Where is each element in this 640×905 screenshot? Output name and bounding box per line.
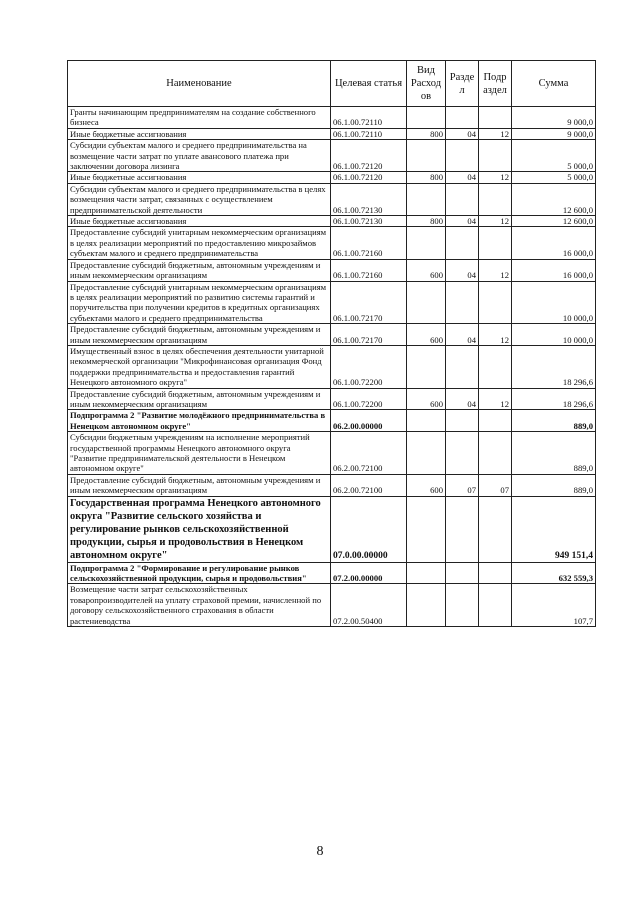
table-row xyxy=(68,172,596,183)
row-section xyxy=(446,410,479,432)
row-section xyxy=(446,345,479,388)
row-target-article: 06.1.00.72120 xyxy=(331,172,407,183)
row-section xyxy=(446,281,479,324)
row-sum: 889,0 xyxy=(512,410,596,432)
table-row xyxy=(68,584,596,627)
row-target-article: 07.2.00.50400 xyxy=(331,584,407,627)
row-name: Иные бюджетные ассигнования xyxy=(68,128,331,139)
row-expense-type xyxy=(407,107,446,129)
row-subsection: 07 xyxy=(479,474,512,496)
table-header-row xyxy=(68,61,596,107)
row-expense-type xyxy=(407,227,446,259)
row-target-article: 06.2.00.72100 xyxy=(331,474,407,496)
row-sum: 18 296,6 xyxy=(512,388,596,410)
row-sum: 10 000,0 xyxy=(512,324,596,346)
row-target-article: 06.1.00.72160 xyxy=(331,227,407,259)
table-row xyxy=(68,107,596,129)
row-section xyxy=(446,140,479,172)
row-sum: 16 000,0 xyxy=(512,259,596,281)
row-target-article: 06.1.00.72200 xyxy=(331,388,407,410)
row-subsection: 12 xyxy=(479,259,512,281)
row-subsection: 12 xyxy=(479,172,512,183)
row-expense-type xyxy=(407,345,446,388)
row-sum: 9 000,0 xyxy=(512,128,596,139)
row-name: Подпрограмма 2 "Формирование и регулирование рынков сельскохозяйственной продукции, сырья и продовольствия" xyxy=(68,562,331,584)
row-sum: 889,0 xyxy=(512,474,596,496)
row-expense-type: 800 xyxy=(407,172,446,183)
header-expense-type: Вид Расход ов xyxy=(407,61,446,107)
header-sum: Сумма xyxy=(512,61,596,107)
table-row xyxy=(68,345,596,388)
row-target-article: 06.2.00.72100 xyxy=(331,432,407,475)
row-subsection xyxy=(479,345,512,388)
row-sum: 18 296,6 xyxy=(512,345,596,388)
row-name: Возмещение части затрат сельскохозяйственных товаропроизводителей на уплату страховой премии, начисленной по договору сельскохозяйственного страхования в области растениеводства xyxy=(68,584,331,627)
row-section xyxy=(446,496,479,562)
row-target-article: 06.1.00.72160 xyxy=(331,259,407,281)
row-expense-type: 600 xyxy=(407,324,446,346)
table-row xyxy=(68,259,596,281)
row-expense-type xyxy=(407,432,446,475)
table-row xyxy=(68,496,596,562)
row-section: 04 xyxy=(446,259,479,281)
row-section xyxy=(446,107,479,129)
budget-table xyxy=(67,60,596,627)
table-row xyxy=(68,562,596,584)
row-sum: 5 000,0 xyxy=(512,172,596,183)
row-section: 04 xyxy=(446,388,479,410)
row-name: Имущественный взнос в целях обеспечения деятельности унитарной некоммерческой организации "Микрофинансовая организация Фонд поддержки предпринимательства и предоставления гарантий Ненецкого автономного округа" xyxy=(68,345,331,388)
row-section xyxy=(446,432,479,475)
row-sum: 12 600,0 xyxy=(512,216,596,227)
row-subsection: 12 xyxy=(479,324,512,346)
row-expense-type xyxy=(407,183,446,215)
row-target-article: 07.2.00.00000 xyxy=(331,562,407,584)
row-sum: 889,0 xyxy=(512,432,596,475)
table-row xyxy=(68,388,596,410)
table-row xyxy=(68,281,596,324)
row-expense-type xyxy=(407,281,446,324)
table-row xyxy=(68,432,596,475)
row-sum: 9 000,0 xyxy=(512,107,596,129)
row-section xyxy=(446,584,479,627)
row-subsection: 12 xyxy=(479,216,512,227)
row-name: Предоставление субсидий бюджетным, автономным учреждениям и иным некоммерческим организациям xyxy=(68,388,331,410)
table-row xyxy=(68,128,596,139)
row-name: Иные бюджетные ассигнования xyxy=(68,172,331,183)
row-expense-type: 800 xyxy=(407,216,446,227)
row-section xyxy=(446,562,479,584)
table-row xyxy=(68,410,596,432)
row-expense-type: 800 xyxy=(407,128,446,139)
row-subsection xyxy=(479,584,512,627)
row-expense-type xyxy=(407,496,446,562)
row-target-article: 06.1.00.72110 xyxy=(331,128,407,139)
header-target-article: Целевая статья xyxy=(331,61,407,107)
row-sum: 107,7 xyxy=(512,584,596,627)
row-sum: 5 000,0 xyxy=(512,140,596,172)
row-subsection xyxy=(479,183,512,215)
row-subsection xyxy=(479,410,512,432)
row-section xyxy=(446,183,479,215)
row-sum: 949 151,4 xyxy=(512,496,596,562)
row-name: Субсидии субъектам малого и среднего предпринимательства в целях возмещения части затрат, связанных с осуществлением предпринимательской деятельности xyxy=(68,183,331,215)
row-target-article: 06.1.00.72170 xyxy=(331,281,407,324)
table-row xyxy=(68,227,596,259)
row-name: Предоставление субсидий бюджетным, автономным учреждениям и иным некоммерческим организациям xyxy=(68,474,331,496)
table-row xyxy=(68,183,596,215)
row-expense-type: 600 xyxy=(407,474,446,496)
row-name: Предоставление субсидий унитарным некоммерческим организациям в целях реализации мероприятий по развитию системы гарантий и поручительства при получении кредитов в кредитных организациях субъектами малого и среднего предпринимательства xyxy=(68,281,331,324)
page-number: 8 xyxy=(316,844,324,859)
row-subsection: 12 xyxy=(479,128,512,139)
row-expense-type: 600 xyxy=(407,259,446,281)
row-sum: 12 600,0 xyxy=(512,183,596,215)
row-name: Предоставление субсидий бюджетным, автономным учреждениям и иным некоммерческим организациям xyxy=(68,259,331,281)
row-target-article: 06.1.00.72120 xyxy=(331,140,407,172)
row-expense-type xyxy=(407,562,446,584)
row-expense-type: 600 xyxy=(407,388,446,410)
row-target-article: 06.1.00.72130 xyxy=(331,183,407,215)
row-target-article: 06.2.00.00000 xyxy=(331,410,407,432)
row-subsection: 12 xyxy=(479,388,512,410)
row-section: 04 xyxy=(446,324,479,346)
header-section: Разде л xyxy=(446,61,479,107)
row-name: Предоставление субсидий бюджетным, автономным учреждениям и иным некоммерческим организациям xyxy=(68,324,331,346)
row-subsection xyxy=(479,107,512,129)
table-row xyxy=(68,216,596,227)
row-target-article: 06.1.00.72130 xyxy=(331,216,407,227)
row-name: Гранты начинающим предпринимателям на создание собственного бизнеса xyxy=(68,107,331,129)
table-row xyxy=(68,140,596,172)
header-name: Наименование xyxy=(68,61,331,107)
row-subsection xyxy=(479,227,512,259)
row-target-article: 06.1.00.72110 xyxy=(331,107,407,129)
row-expense-type xyxy=(407,584,446,627)
row-expense-type xyxy=(407,140,446,172)
row-section: 04 xyxy=(446,128,479,139)
row-sum: 16 000,0 xyxy=(512,227,596,259)
row-name: Субсидии бюджетным учреждениям на исполнение мероприятий государственной программы Ненецкого автономного округа "Развитие предпринимательской деятельности в Ненецком автономном округе" xyxy=(68,432,331,475)
row-expense-type xyxy=(407,410,446,432)
row-section: 07 xyxy=(446,474,479,496)
row-section xyxy=(446,227,479,259)
row-name: Предоставление субсидий унитарным некоммерческим организациям в целях реализации мероприятий по предоставлению микрозаймов субъектам малого и среднего предпринимательства xyxy=(68,227,331,259)
table-row xyxy=(68,474,596,496)
row-target-article: 06.1.00.72170 xyxy=(331,324,407,346)
row-sum: 10 000,0 xyxy=(512,281,596,324)
row-subsection xyxy=(479,432,512,475)
row-subsection xyxy=(479,562,512,584)
table-row xyxy=(68,324,596,346)
row-name: Субсидии субъектам малого и среднего предпринимательства на возмещение части затрат по уплате авансового платежа при заключении договора лизинга xyxy=(68,140,331,172)
row-subsection xyxy=(479,140,512,172)
row-section: 04 xyxy=(446,172,479,183)
row-name: Государственная программа Ненецкого автономного округа "Развитие сельского хозяйства и регулирование рынков сельскохозяйственной продукции, сырья и продовольствия в Ненецком автономном округе" xyxy=(68,496,331,562)
row-name: Подпрограмма 2 "Развитие молодёжного предпринимательства в Ненецком автономном округе" xyxy=(68,410,331,432)
row-sum: 632 559,3 xyxy=(512,562,596,584)
row-target-article: 06.1.00.72200 xyxy=(331,345,407,388)
row-name: Иные бюджетные ассигнования xyxy=(68,216,331,227)
row-subsection xyxy=(479,281,512,324)
header-subsection: Подр аздел xyxy=(479,61,512,107)
row-subsection xyxy=(479,496,512,562)
row-section: 04 xyxy=(446,216,479,227)
row-target-article: 07.0.00.00000 xyxy=(331,496,407,562)
